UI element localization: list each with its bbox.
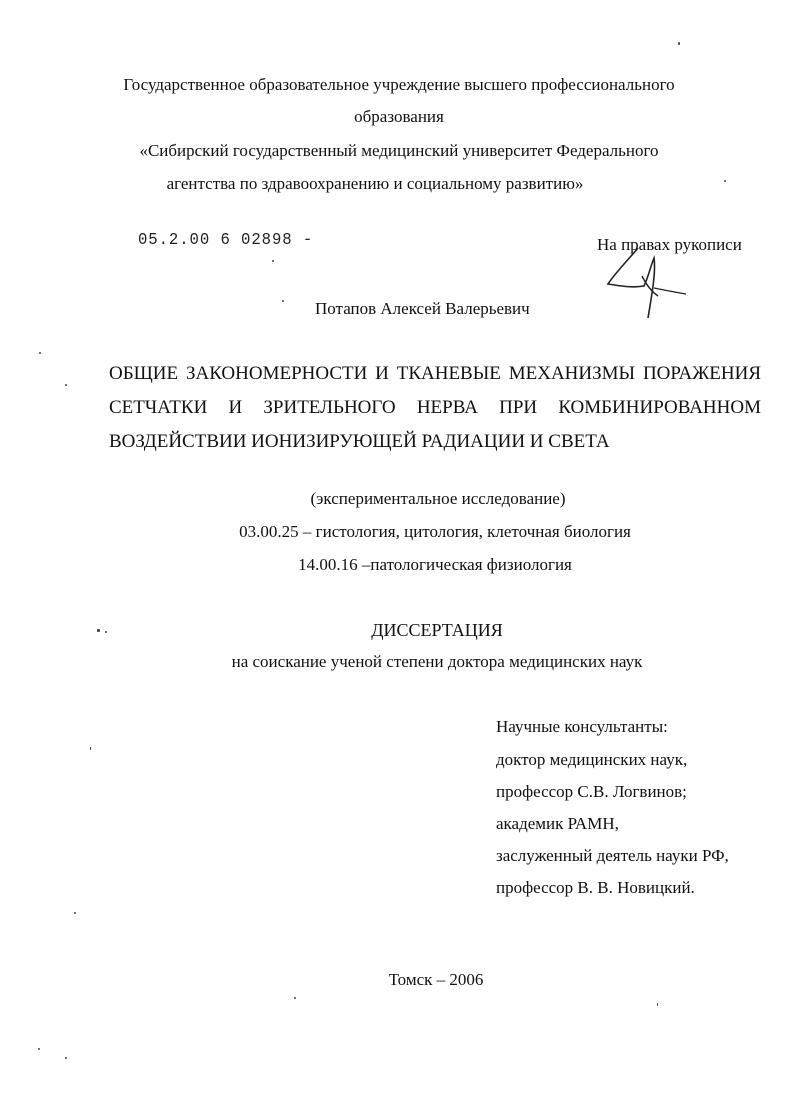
consultant-line: профессор С.В. Логвинов;: [496, 782, 687, 801]
scan-speck: [105, 631, 107, 633]
author-name: Потапов Алексей Валерьевич: [315, 299, 530, 318]
specialty-2: 14.00.16 –патологическая физиология: [298, 555, 572, 574]
scan-speck: [282, 300, 284, 302]
scan-speck: [724, 180, 726, 182]
institution-line-1: Государственное образовательное учреждение высшего профессионального: [123, 75, 675, 94]
scan-speck: [90, 747, 91, 750]
place-year: Томск – 2006: [388, 970, 484, 989]
institution-line-3: «Сибирский государственный медицинский университет Федерального: [139, 141, 659, 160]
signature-icon: [598, 238, 690, 330]
specialty-1: 03.00.25 – гистология, цитология, клеточная биология: [239, 522, 631, 541]
institution-line-2: образования: [354, 107, 444, 126]
institution-line-4: агентства по здравоохранению и социальному развитию»: [166, 174, 584, 193]
scan-speck: [97, 629, 100, 632]
library-stamp-number: 05.2.00 6 02898 -: [138, 231, 314, 250]
scan-speck: [74, 912, 76, 914]
degree-line: на соискание ученой степени доктора медицинских наук: [231, 652, 643, 671]
scan-speck: [294, 997, 296, 999]
title-line-1: ОБЩИЕ ЗАКОНОМЕРНОСТИ И ТКАНЕВЫЕ МЕХАНИЗМЫ ПОРАЖЕНИЯ: [109, 363, 761, 384]
scan-speck: [272, 260, 274, 262]
title-line-3: ВОЗДЕЙСТВИИ ИОНИЗИРУЮЩЕЙ РАДИАЦИИ И СВЕТА: [109, 431, 610, 452]
study-type: (экспериментальное исследование): [310, 489, 566, 508]
consultant-line: профессор В. В. Новицкий.: [496, 878, 695, 897]
work-type: ДИССЕРТАЦИЯ: [371, 620, 503, 640]
consultant-line: академик РАМН,: [496, 814, 619, 833]
scan-speck: [39, 352, 41, 354]
scan-speck: [657, 1003, 658, 1006]
consultants-heading: Научные консультанты:: [496, 717, 668, 736]
scan-speck: [678, 42, 680, 45]
manuscript-rights-label: На правах рукописи: [597, 235, 742, 254]
scan-speck: [65, 384, 67, 386]
title-line-2: СЕТЧАТКИ И ЗРИТЕЛЬНОГО НЕРВА ПРИ КОМБИНИРОВАННОМ: [109, 397, 761, 418]
consultant-line: заслуженный деятель науки РФ,: [496, 846, 729, 865]
consultant-line: доктор медицинских наук,: [496, 750, 688, 769]
scan-speck: [38, 1048, 40, 1050]
scan-speck: [65, 1057, 67, 1059]
